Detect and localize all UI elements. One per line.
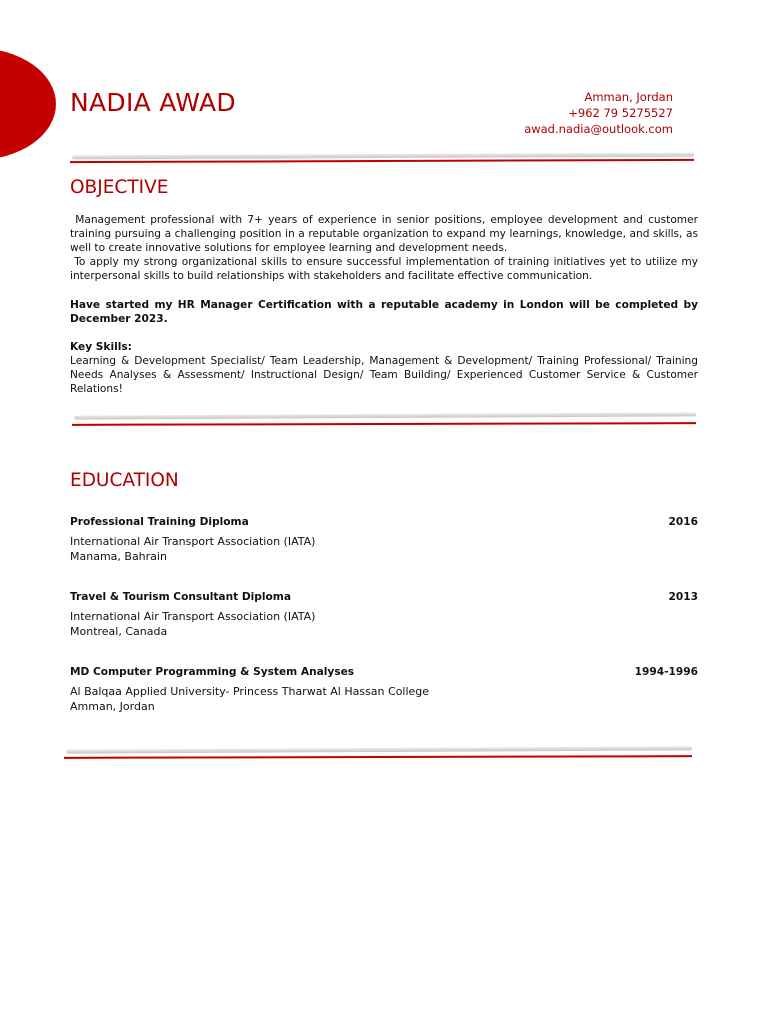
decorative-red-circle [0,48,56,160]
contact-phone: +962 79 5275527 [568,106,673,120]
objective-heading: OBJECTIVE [70,177,169,198]
education-year: 2013 [668,591,698,603]
contact-block [524,89,673,137]
objective-text-1: Management professional with 7+ years of experience in senior positions, employee development and customer training pursuing a challenging position in a reputable organization to expand my learnings, knowledge, and skills, as well to create innovative solutions for employee learning and development needs. [70,214,702,254]
contact-email: awad.nadia@outlook.com [524,122,673,136]
education-entry [70,515,698,564]
education-location: Montreal, Canada [70,624,168,638]
candidate-name: NADIA AWAD [70,88,236,117]
key-skills-text: Learning & Development Specialist/ Team Leadership, Management & Development/ Training Professional/ Training Needs Analyses & Assessment/ Instructional Design/ Team Building/ Experienced Customer Service & Customer Relations! [70,355,698,395]
education-year: 2016 [668,516,698,528]
education-location: Manama, Bahrain [70,549,167,563]
objective-text-2: To apply my strong organizational skills to ensure successful implementation of training initiatives yet to utilize my interpersonal skills to build relationships with stakeholders and facilitate effective communication. [70,256,702,282]
education-degree: Travel & Tourism Consultant Diploma [70,591,291,603]
education-degree: MD Computer Programming & System Analyses [70,666,355,678]
education-institution: Al Balqaa Applied University- Princess Tharwat Al Hassan College [70,685,430,698]
divider-shadow [66,746,692,753]
section-divider [70,159,694,163]
education-entry [70,590,698,639]
education-heading: EDUCATION [70,470,179,491]
education-entry [70,665,698,714]
objective-paragraph [70,213,702,283]
section-divider [64,755,692,759]
key-skills-label: Key Skills: [70,341,132,353]
education-degree: Professional Training Diploma [70,516,249,528]
education-institution: International Air Transport Association (IATA) [70,610,316,623]
education-location: Amman, Jordan [70,699,155,713]
divider-shadow [74,412,696,419]
education-year: 1994-1996 [634,666,698,678]
education-institution: International Air Transport Association (IATA) [70,535,316,548]
section-divider [72,422,696,426]
contact-location: Amman, Jordan [584,90,673,104]
certification-note: Have started my HR Manager Certification with a reputable academy in London will be completed by December 2023. [70,299,698,325]
